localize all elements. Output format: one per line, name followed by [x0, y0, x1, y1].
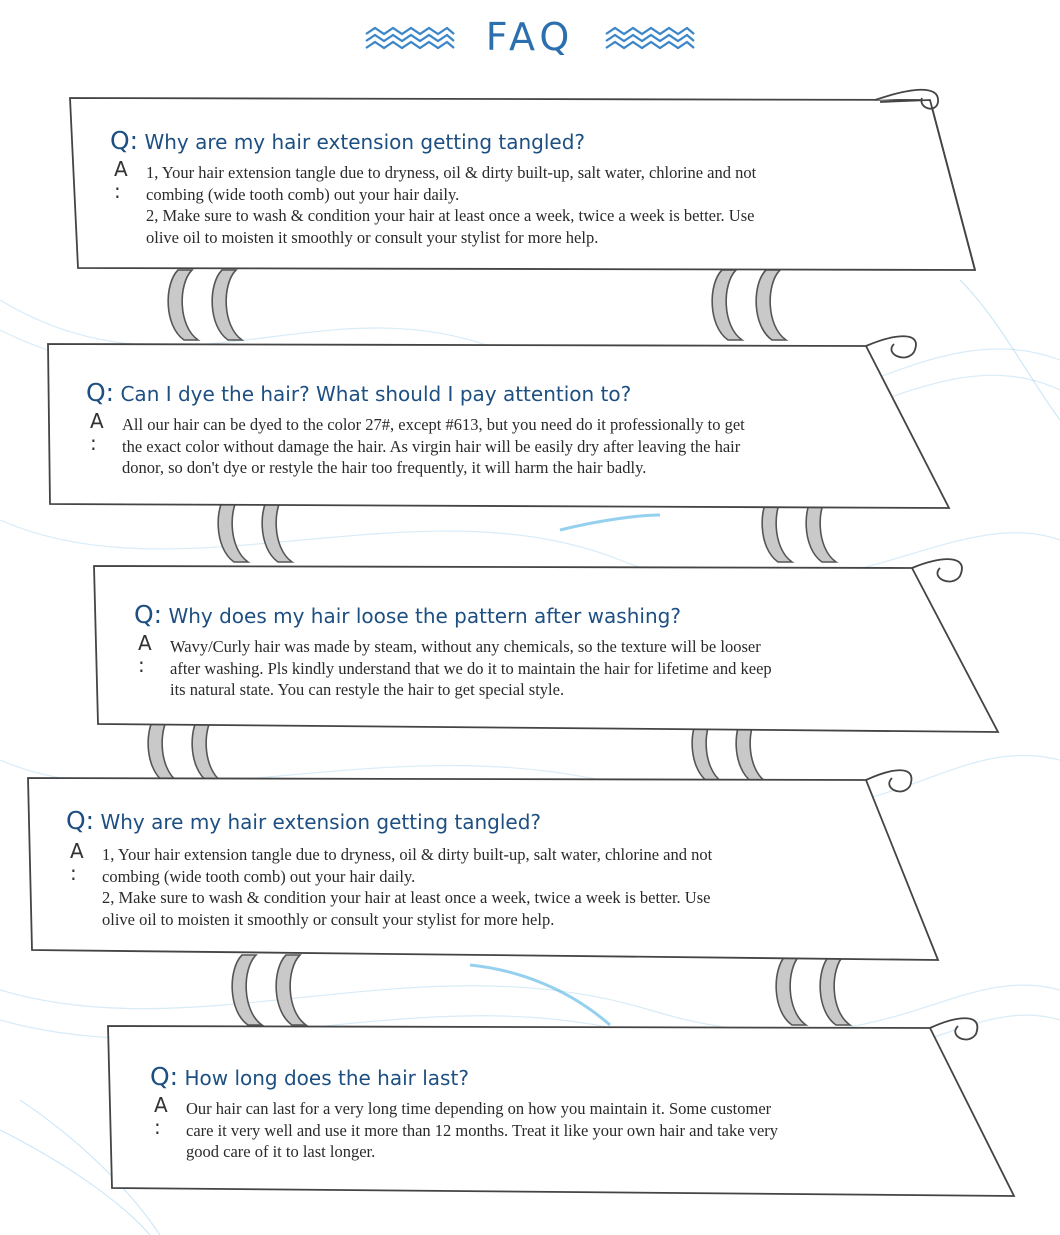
faq-card: Q: Why are my hair extension getting tangled? A : 1, Your hair extension tangle due to dryness, oil & dirty built-up, salt water, chlorine and not combing (wide tooth comb) out your hair daily. 2, Make sure to wash & condition your hair at least once a week, twice a week is better. Use olive oil to moisten it smoothly or consult your stylist for more help. [70, 88, 990, 278]
faq-card: Q: Why are my hair extension getting tangled? A : 1, Your hair extension tangle due to dryness, oil & dirty built-up, salt water, chlorine and not combing (wide tooth comb) out your hair daily. 2, Make sure to wash & condition your hair at least once a week, twice a week is better. Use olive oil to moisten it smoothly or consult your stylist for more help. [26, 764, 946, 964]
faq-question: Q: Can I dye the hair? What should I pay attention to? [86, 378, 632, 407]
faq-question: Q: Why are my hair extension getting tangled? [66, 806, 542, 835]
faq-card: Q: Can I dye the hair? What should I pay attention to? A : All our hair can be dyed to the color 27#, except #613, but you need do it professionally to get the exact color without damage the hair. As virgin hair will be easily dry after leaving the hair donor, so don't dye or restyle the hair too frequently, it will harm the hair badly. [44, 332, 964, 514]
faq-question: Q: Why does my hair loose the pattern after washing? [134, 600, 681, 629]
faq-question: Q: Why are my hair extension getting tangled? [110, 126, 586, 155]
faq-card: Q: Why does my hair loose the pattern after washing? A : Wavy/Curly hair was made by steam, without any chemicals, so the texture will be looser after washing. Pls kindly understand that we do it to maintain the hair for lifetime and keep its natural state. You can restyle the hair to get special style. [92, 556, 1008, 740]
hooks-row-1 [168, 270, 786, 340]
faq-question: Q: How long does the hair last? [150, 1062, 469, 1091]
faq-card: Q: How long does the hair last? A : Our hair can last for a very long time depending on how you maintain it. Some customer care it very well and use it more than 12 months. Treat it like your own hair and take very good care of it to last longer. [104, 1010, 1020, 1200]
page-title: FAQ [485, 15, 575, 59]
